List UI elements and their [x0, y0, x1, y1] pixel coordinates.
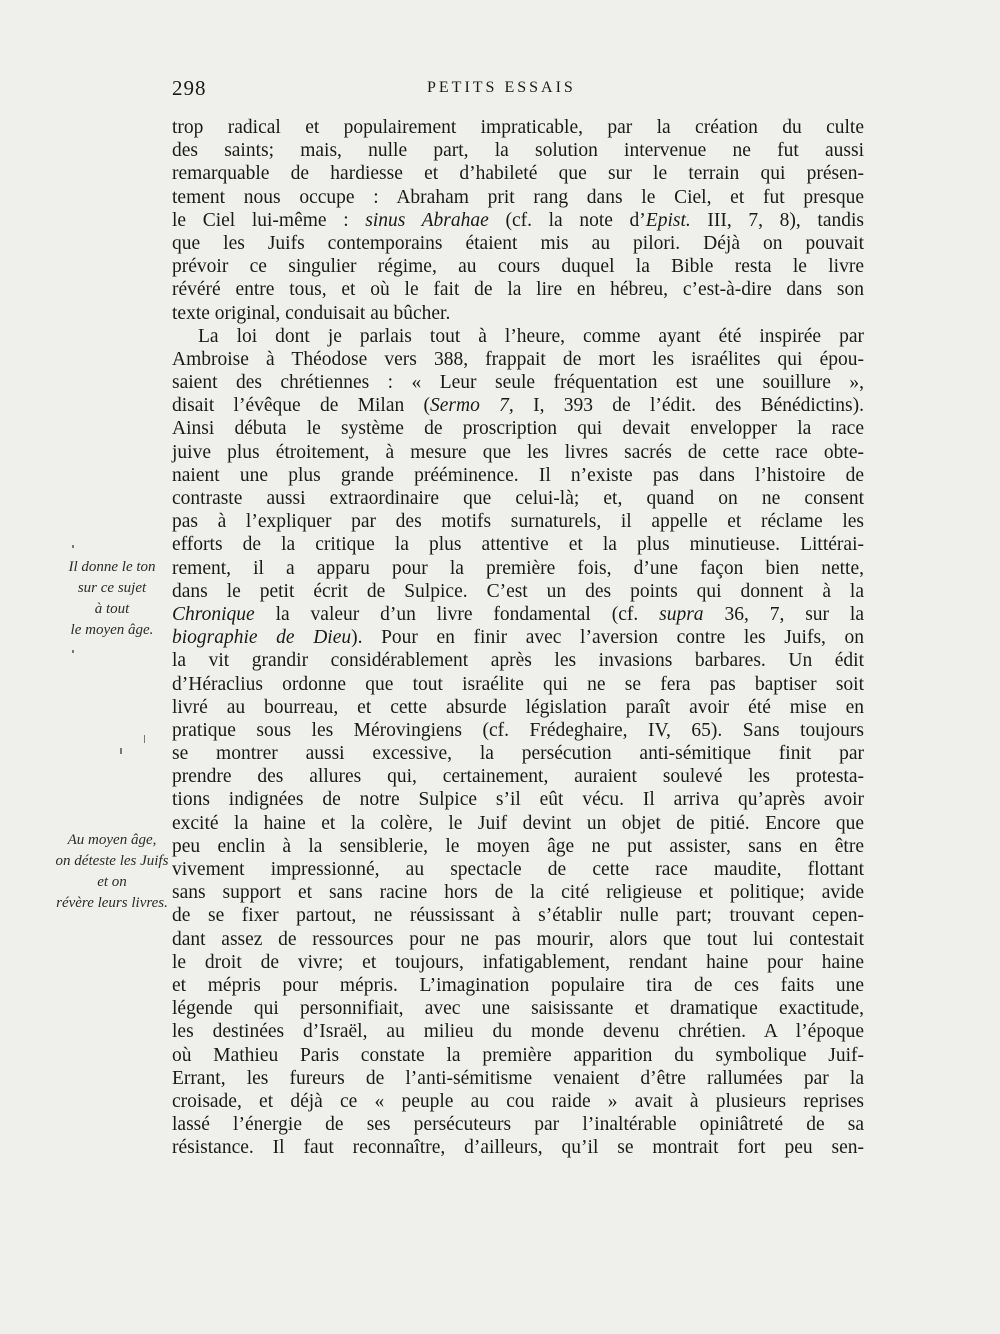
- text-line: Errant, les fureurs de l’anti-sémitisme venaient d’être rallumées par la: [172, 1067, 864, 1089]
- text-line: juive plus étroitement, à mesure que les livres sacrés de cette race obte-: [172, 441, 864, 463]
- text-line: sans support et sans racine hors de la cité religieuse et politique; avide: [172, 882, 864, 904]
- text-line: livré au bourreau, et cette absurde législation paraît avoir été mise en: [172, 696, 864, 718]
- text-line: dant assez de ressources pour ne pas mourir, alors que tout lui contestait: [172, 928, 864, 950]
- text-line: peu enclin à la sensiblerie, le moyen âge ne put assister, sans en être: [172, 835, 864, 857]
- margin-note: [52, 830, 172, 914]
- body-text: [172, 116, 864, 1159]
- margin-note-line: on déteste les Juifs: [55, 853, 169, 869]
- text-line: où Mathieu Paris constate la première apparition du symbolique Juif-: [172, 1044, 864, 1066]
- text-line: la vit grandir considérablement après les invasions barbares. Un édit: [172, 650, 864, 672]
- text-line: Ainsi débuta le système de proscription qui devait envelopper la race: [172, 418, 864, 440]
- page-number: 298: [172, 76, 207, 100]
- text-line: Ambroise à Théodose vers 388, frappait de mort les israélites qui épou-: [172, 348, 864, 370]
- text-line: dans le petit écrit de Sulpice. C’est un des points qui donnent à la: [172, 580, 864, 602]
- text-line: naient une plus grande prééminence. Il n’existe pas dans l’histoire de: [172, 464, 864, 486]
- text-line: texte original, conduisait au bûcher.: [172, 302, 451, 324]
- margin-note-line: Au moyen âge,: [67, 832, 157, 848]
- text-line: et mépris pour mépris. L’imagination populaire tira de ces faits une: [172, 974, 864, 996]
- text-line: se montrer aussi excessive, la persécution anti-sémitique finit par: [172, 743, 864, 765]
- margin-note-line: Il donne le ton: [68, 559, 156, 575]
- text-line: d’Héraclius ordonne que tout israélite qui ne se fera pas baptiser soit: [172, 673, 864, 695]
- text-line: résistance. Il faut reconnaître, d’ailleurs, qu’il se montrait fort peu sen-: [172, 1137, 864, 1159]
- text-line: tement nous occupe : Abraham prit rang dans le Ciel, et fut presque: [172, 186, 864, 208]
- running-head: [172, 76, 862, 104]
- text-line: de se fixer partout, ne réussissant à s’établir nulle part; trouvant cepen-: [172, 905, 864, 927]
- text-line: prévoir ce singulier régime, au cours duquel la Bible resta le livre: [172, 256, 864, 278]
- text-line: le Ciel lui-même : sinus Abrahae (cf. la note d’Epist. III, 7, 8), tandis: [172, 209, 864, 231]
- margin-note-line: et on: [97, 874, 127, 890]
- text-line: légende qui personnifiait, avec une saisissante et dramatique exactitude,: [172, 998, 864, 1020]
- text-line: le droit de vivre; et toujours, infatigablement, rendant haine pour haine: [172, 951, 864, 973]
- text-line: pratique sous les Mérovingiens (cf. Frédeghaire, IV, 65). Sans toujours: [172, 719, 864, 741]
- text-line: vivement impressionné, au spectacle de cette race maudite, flottant: [172, 859, 864, 880]
- text-line: pas à l’expliquer par des motifs surnaturels, il appelle et réclame les: [172, 511, 864, 533]
- margin-note-line: révère leurs livres.: [56, 895, 168, 911]
- text-line: Chronique la valeur d’un livre fondamental (cf. supra 36, 7, sur la: [172, 603, 864, 625]
- text-line: excité la haine et la colère, le Juif devint un objet de pitié. Encore que: [172, 812, 864, 834]
- text-line: biographie de Dieu). Pour en finir avec l’aversion contre les Juifs, on: [172, 627, 865, 649]
- text-line: efforts de la critique la plus attentive et la plus minutieuse. Littérai-: [172, 534, 864, 556]
- text-line: des saints; mais, nulle part, la solution intervenue ne fut aussi: [172, 140, 864, 162]
- text-line: remarquable de hardiesse et d’habileté que sur le terrain qui présen-: [172, 163, 864, 185]
- text-line: lassé l’énergie de ses persécuteurs par l’inaltérable opiniâtreté de sa: [172, 1114, 864, 1136]
- text-line: La loi dont je parlais tout à l’heure, comme ayant été inspirée par: [198, 325, 864, 347]
- margin-note-line: le moyen âge.: [70, 622, 154, 638]
- text-line: révéré entre tous, et où le fait de la lire en hébreu, c’est-à-dire dans son: [172, 279, 864, 301]
- print-speck: [72, 545, 74, 548]
- text-line: saient des chrétiennes : « Leur seule fréquentation est une souillure »,: [172, 372, 864, 394]
- running-title: PETITS ESSAIS: [427, 79, 576, 96]
- text-line: que les Juifs contemporains étaient mis au pilori. Déjà on pouvait: [172, 232, 864, 254]
- text-line: prendre des allures qui, certainement, auraient soulevé les protesta-: [172, 766, 864, 788]
- text-line: rement, il a apparu pour la première fois, d’une façon bien nette,: [172, 557, 864, 579]
- text-line: tions indignées de notre Sulpice s’il eût vécu. Il arriva qu’après avoir: [172, 789, 864, 811]
- text-line: les destinées d’Israël, au milieu du monde devenu chrétien. A l’époque: [172, 1021, 864, 1043]
- print-speck: [144, 735, 145, 743]
- text-line: disait l’évêque de Milan (Sermo 7, I, 393 de l’édit. des Bénédictins).: [172, 395, 865, 417]
- text-line: trop radical et populairement impraticable, par la création du culte: [172, 117, 864, 138]
- margin-note-line: sur ce sujet: [77, 580, 147, 596]
- print-speck: [120, 748, 122, 754]
- margin-note-line: à tout: [94, 601, 130, 617]
- text-line: croisade, et déjà ce « peuple au cou raide » avait à plusieurs reprises: [172, 1090, 864, 1112]
- print-speck: [72, 650, 74, 653]
- text-line: contraste aussi extraordinaire que celui-là; et, quand on ne consent: [172, 488, 864, 509]
- margin-note: [52, 557, 172, 641]
